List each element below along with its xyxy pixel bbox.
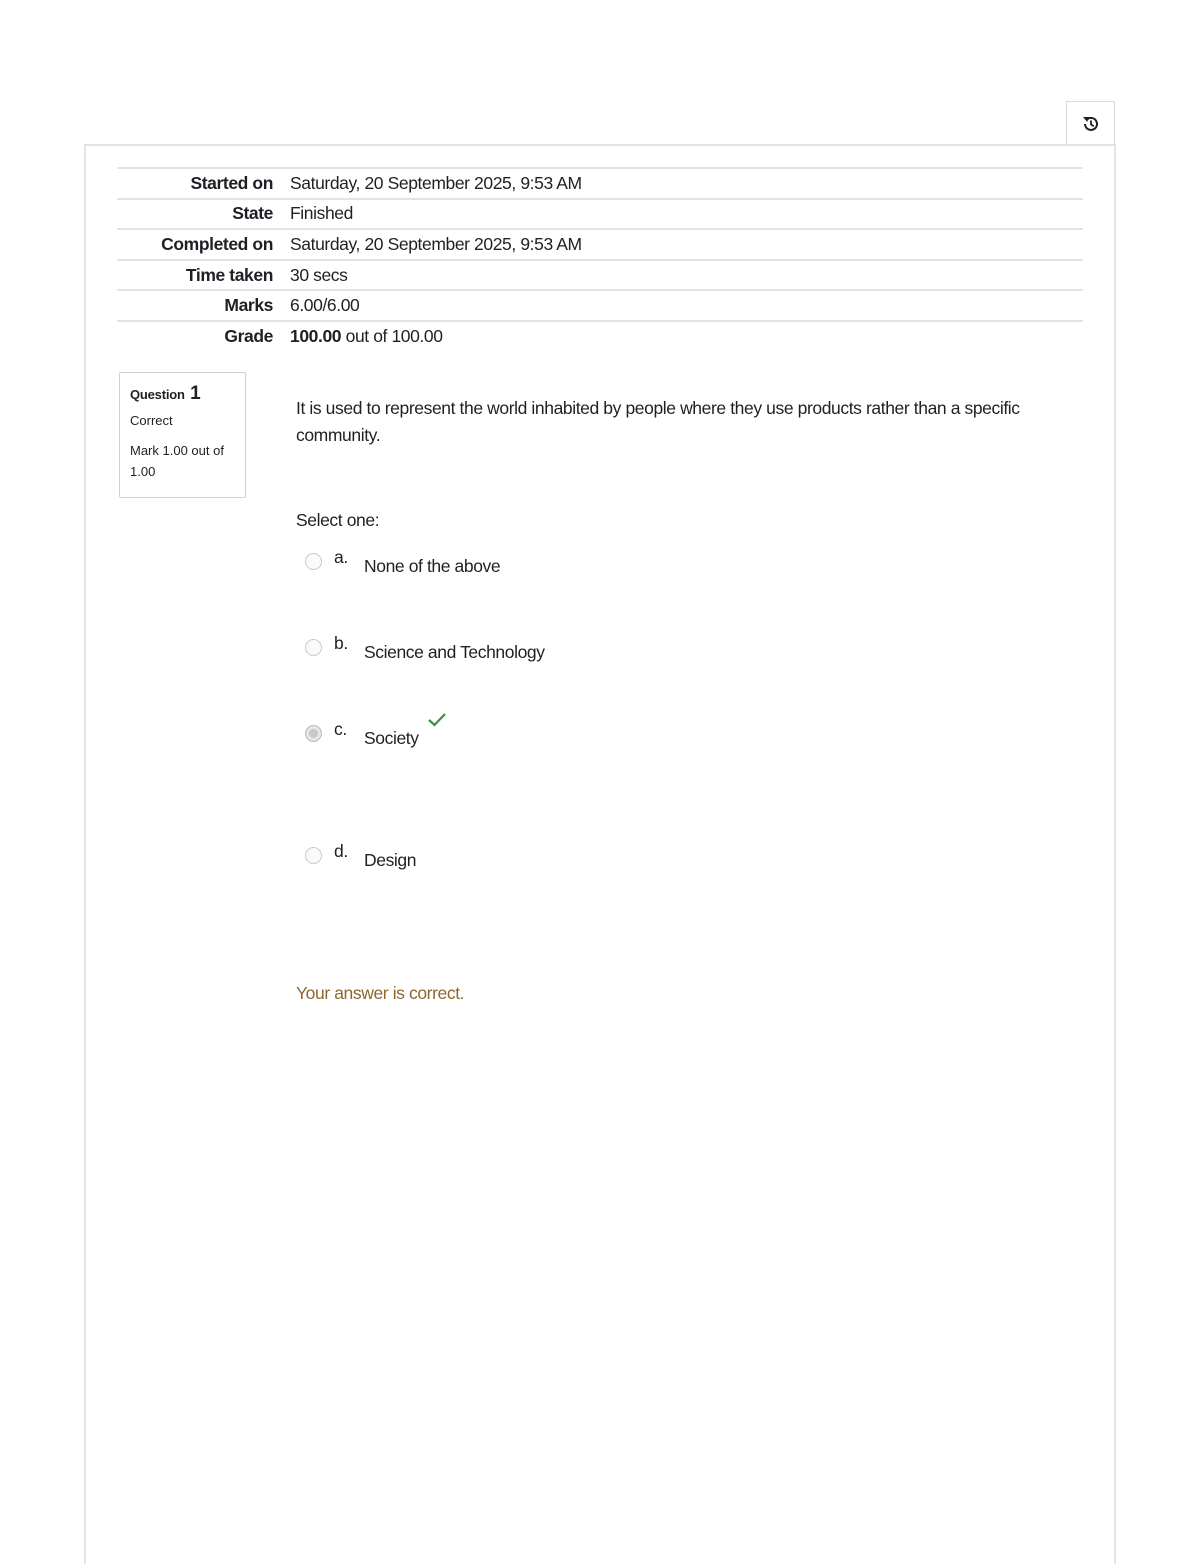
radio-button-selected[interactable] (305, 725, 322, 742)
summary-value (290, 321, 1083, 352)
option-letter: c. (334, 719, 347, 739)
grade-score: 100.00 (290, 326, 342, 347)
summary-value: 6.00/6.00 (290, 295, 360, 316)
summary-value: Saturday, 20 September 2025, 9:53 AM (290, 172, 582, 193)
option-label: Science and Technology (364, 642, 545, 662)
quiz-review-container (84, 144, 1116, 1564)
option-letter: d. (334, 841, 348, 861)
summary-label: State (232, 203, 273, 224)
option-label (364, 728, 419, 749)
grade-suffix: out of 100.00 (345, 326, 443, 347)
question-info-box (119, 372, 246, 498)
summary-label: Started on (190, 172, 273, 193)
attempt-summary-table (117, 167, 1083, 352)
history-button[interactable] (1066, 101, 1115, 146)
summary-row-state (117, 199, 1083, 230)
correct-check-icon (426, 711, 448, 729)
summary-label: Marks (224, 295, 273, 316)
option-letter: b. (334, 633, 348, 653)
summary-label: Completed on (161, 233, 273, 254)
radio-button[interactable] (305, 639, 322, 656)
option-letter: a. (334, 547, 348, 567)
summary-row-time-taken (117, 260, 1083, 291)
question-text: It is used to represent the world inhabited by people where they use products rather than a specific community. (296, 398, 1020, 445)
answer-feedback: Your answer is correct. (296, 983, 465, 1003)
question-mark: Mark 1.00 out of 1.00 (130, 443, 224, 479)
answer-prompt: Select one: (296, 510, 380, 530)
history-icon (1081, 114, 1101, 134)
question-heading: Question (130, 387, 185, 402)
summary-row-completed (117, 229, 1083, 260)
summary-row-marks (117, 290, 1083, 321)
summary-label: Time taken (185, 264, 273, 285)
summary-value: 30 secs (290, 264, 348, 285)
summary-label: Grade (224, 326, 273, 347)
question-number-value: 1 (190, 383, 201, 404)
question-state: Correct (130, 413, 173, 428)
summary-value: Finished (290, 203, 353, 224)
option-label: Design (364, 850, 417, 870)
question-number (130, 383, 235, 405)
radio-button[interactable] (305, 553, 322, 570)
question-content (296, 395, 1056, 449)
option-label: None of the above (364, 556, 501, 576)
summary-row-grade (117, 321, 1083, 352)
option-label-text: Society (364, 728, 419, 748)
summary-row-started (117, 168, 1083, 199)
radio-button[interactable] (305, 847, 322, 864)
summary-value: Saturday, 20 September 2025, 9:53 AM (290, 233, 582, 254)
